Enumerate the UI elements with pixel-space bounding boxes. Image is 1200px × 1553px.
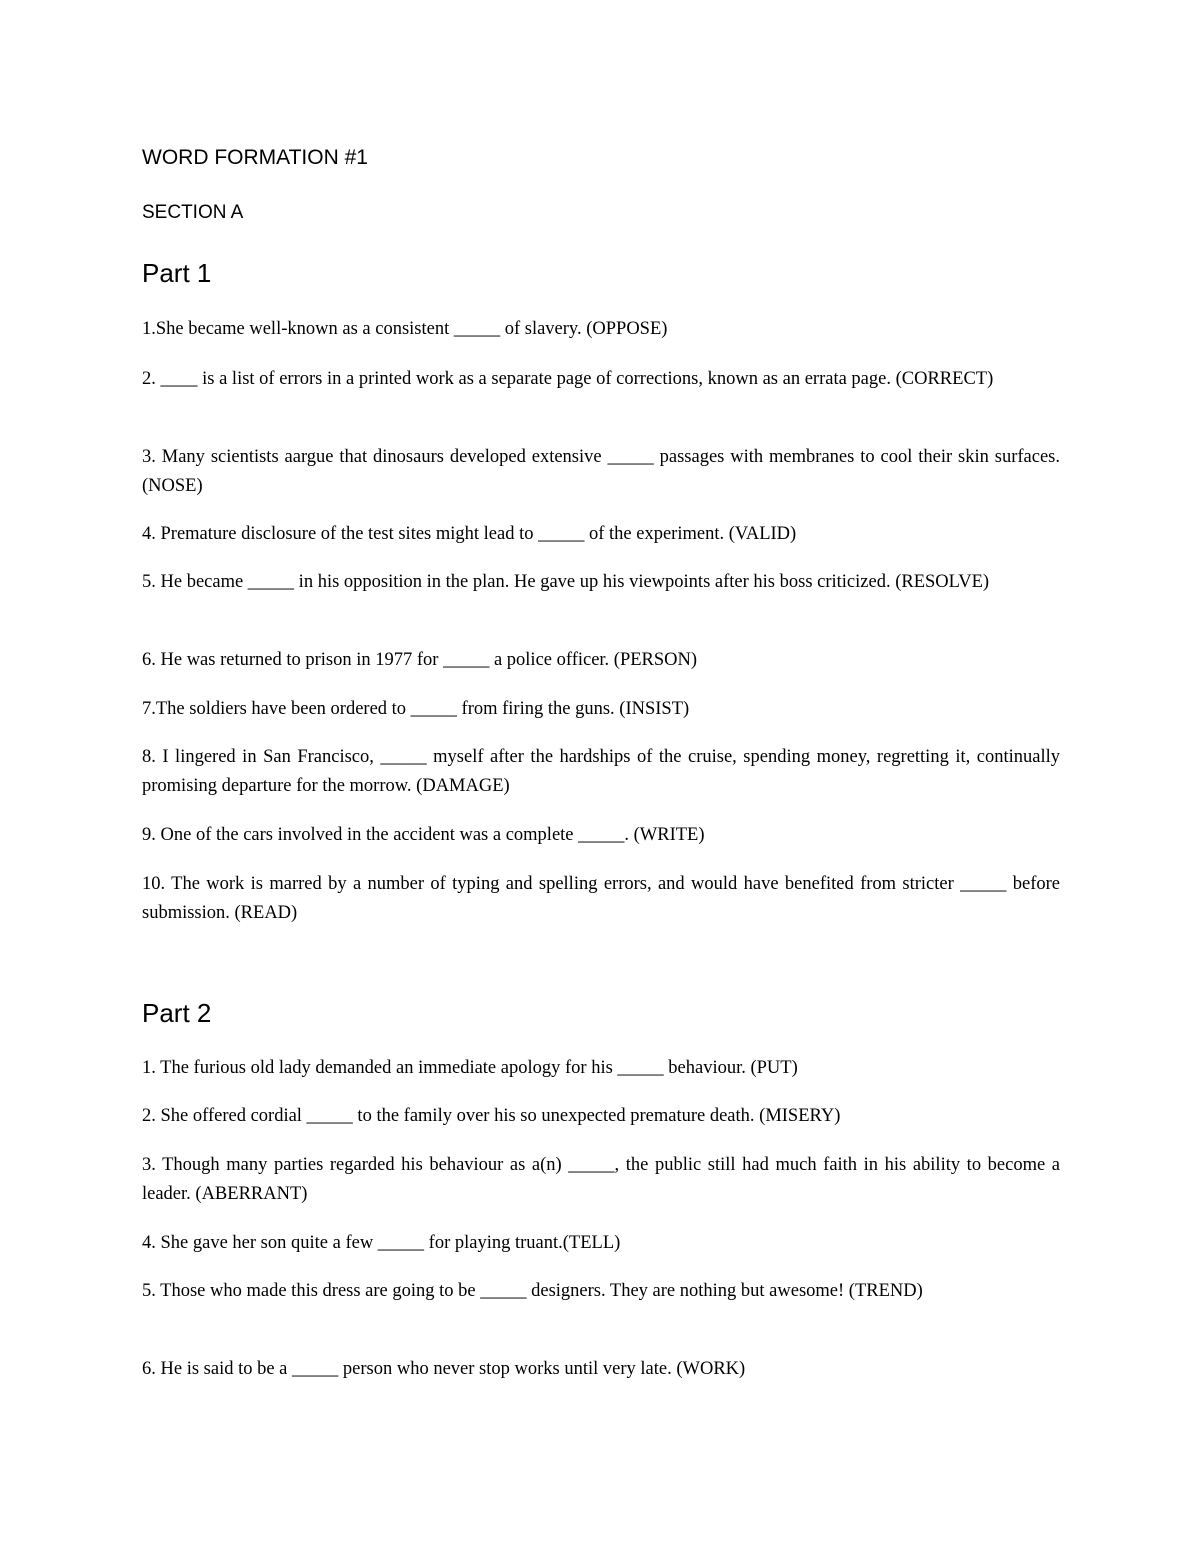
part2-question-6: 6. He is said to be a _____ person who never stop works until very late. (WORK) (142, 1359, 746, 1379)
part1-question-9: 9. One of the cars involved in the accident was a complete _____. (WRITE) (142, 825, 705, 845)
part-2-heading: Part 2 (142, 998, 212, 1028)
part1-question-10: 10. The work is marred by a number of typing and spelling errors, and would have benefited from stricter _____ before submission. (READ) (142, 874, 1060, 923)
part2-question-4: 4. She gave her son quite a few _____ for playing truant.(TELL) (142, 1233, 621, 1253)
part-1-heading: Part 1 (142, 258, 212, 288)
part1-question-8: 8. I lingered in San Francisco, _____ myself after the hardships of the cruise, spending money, regretting it, continually promising departure for the morrow. (DAMAGE) (142, 747, 1060, 796)
part1-question-7: 7.The soldiers have been ordered to _____ from firing the guns. (INSIST) (142, 699, 690, 719)
part1-question-1: 1.She became well-known as a consistent _____ of slavery. (OPPOSE) (142, 319, 668, 339)
part2-question-3: 3. Though many parties regarded his behaviour as a(n) _____, the public still had much faith in his ability to become a leader. (ABERRANT) (142, 1155, 1060, 1204)
part1-question-4: 4. Premature disclosure of the test sites might lead to _____ of the experiment. (VALID) (142, 524, 797, 544)
part1-question-6: 6. He was returned to prison in 1977 for _____ a police officer. (PERSON) (142, 650, 698, 670)
part1-question-3: 3. Many scientists aargue that dinosaurs developed extensive _____ passages with membranes to cool their skin surfaces. (NOSE) (142, 447, 1060, 496)
section-label: SECTION A (142, 202, 244, 223)
part1-question-2: 2. ____ is a list of errors in a printed work as a separate page of corrections, known as an errata page. (CORRECT) (142, 369, 994, 389)
part2-question-5: 5. Those who made this dress are going to be _____ designers. They are nothing but awesome! (TREND) (142, 1281, 923, 1301)
document-title: WORD FORMATION #1 (142, 146, 368, 169)
part2-question-2: 2. She offered cordial _____ to the family over his so unexpected premature death. (MISERY) (142, 1106, 841, 1126)
part1-question-5: 5. He became _____ in his opposition in the plan. He gave up his viewpoints after his boss criticized. (RESOLVE) (142, 572, 990, 592)
part2-question-1: 1. The furious old lady demanded an immediate apology for his _____ behaviour. (PUT) (142, 1058, 798, 1078)
